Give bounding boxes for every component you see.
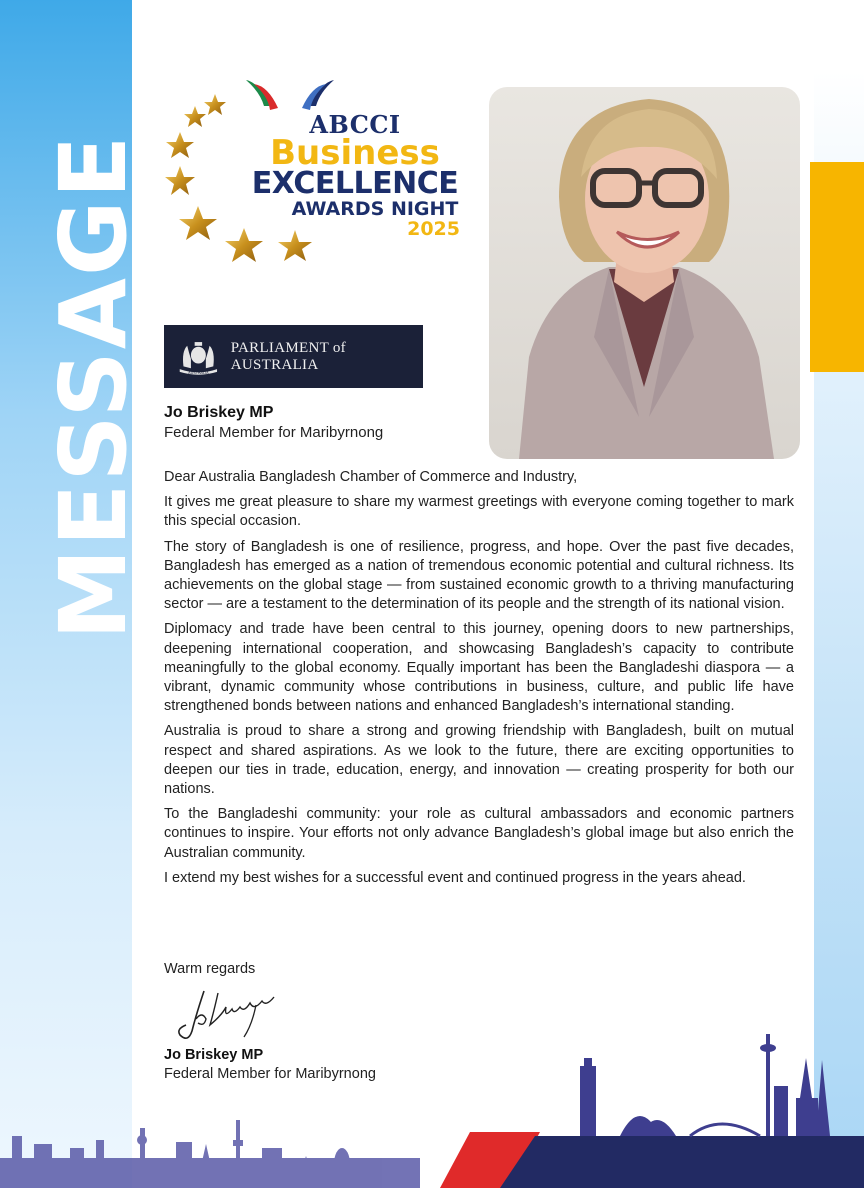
letter-paragraph: To the Bangladeshi community: your role as cultural ambassadors and economic partners continues to inspire. Your efforts not only advance Bangladesh’s global image but also enrich the Australian community.	[164, 806, 794, 861]
event-logo	[160, 78, 480, 278]
portrait-image	[489, 87, 800, 459]
parliament-badge	[164, 325, 423, 388]
parliament-badge-label: PARLIAMENT of AUSTRALIA	[230, 339, 346, 373]
crest-banner-text: AUSTRALIA	[188, 370, 209, 375]
letter-body	[164, 468, 794, 894]
city-skyline-decoration	[0, 1008, 864, 1188]
side-label-message: MESSAGE	[40, 133, 147, 640]
logo-org-name: ABCCI	[309, 110, 401, 139]
logo-awards-night-text: AWARDS NIGHT	[291, 198, 459, 221]
author-name: Jo Briskey MP	[164, 404, 274, 421]
signatory-name: Jo Briskey MP	[164, 1047, 264, 1063]
logo-year: 2025	[407, 218, 460, 241]
letter-paragraph: I extend my best wishes for a successful event and continued progress in the years ahead.	[164, 869, 746, 886]
letter-salutation: Dear Australia Bangladesh Chamber of Commerce and Industry,	[164, 469, 578, 485]
letter-paragraph: The story of Bangladesh is one of resilience, progress, and hope. Over the past five decades, Bangladesh has emerged as a nation of tremendous economic potential and cultural richness. Its achievements on the global stage — from sustained economic growth to a thriving manufacturing sector — are a testament to the determination of its people and the strength of its national vision.	[164, 538, 794, 613]
letter-closing: Warm regards	[164, 961, 256, 977]
letter-paragraph: Diplomacy and trade have been central to this journey, opening doors to new partnerships, deepening international cooperation, and showcasing Bangladesh’s capacity to contribute meaningfully to the global economy. Equally important has been the Bangladeshi diaspora — a vibrant, dynamic community whose contributions in business, culture, and public life have strengthened bonds between nations and enhanced Bangladesh’s international standing.	[164, 621, 794, 715]
author-portrait	[489, 87, 800, 459]
letter-paragraph: Australia is proud to share a strong and growing friendship with Bangladesh, built on mutual respect and shared aspirations. As we look to the future, there are exciting opportunities to deepen our ties in trade, education, energy, and innovation — creating prosperity for both our nations.	[164, 723, 794, 798]
coat-of-arms-icon	[176, 337, 221, 377]
logo-excellence-text: EXCELLENCE	[251, 166, 459, 202]
logo-business-text: Business	[270, 133, 440, 173]
letter-paragraph: It gives me great pleasure to share my warmest greetings with everyone coming together to mark this special occasion.	[164, 494, 794, 530]
signatory-role: Federal Member for Maribyrnong	[164, 1066, 376, 1082]
yellow-accent-band	[810, 162, 864, 372]
author-role: Federal Member for Maribyrnong	[164, 424, 384, 441]
